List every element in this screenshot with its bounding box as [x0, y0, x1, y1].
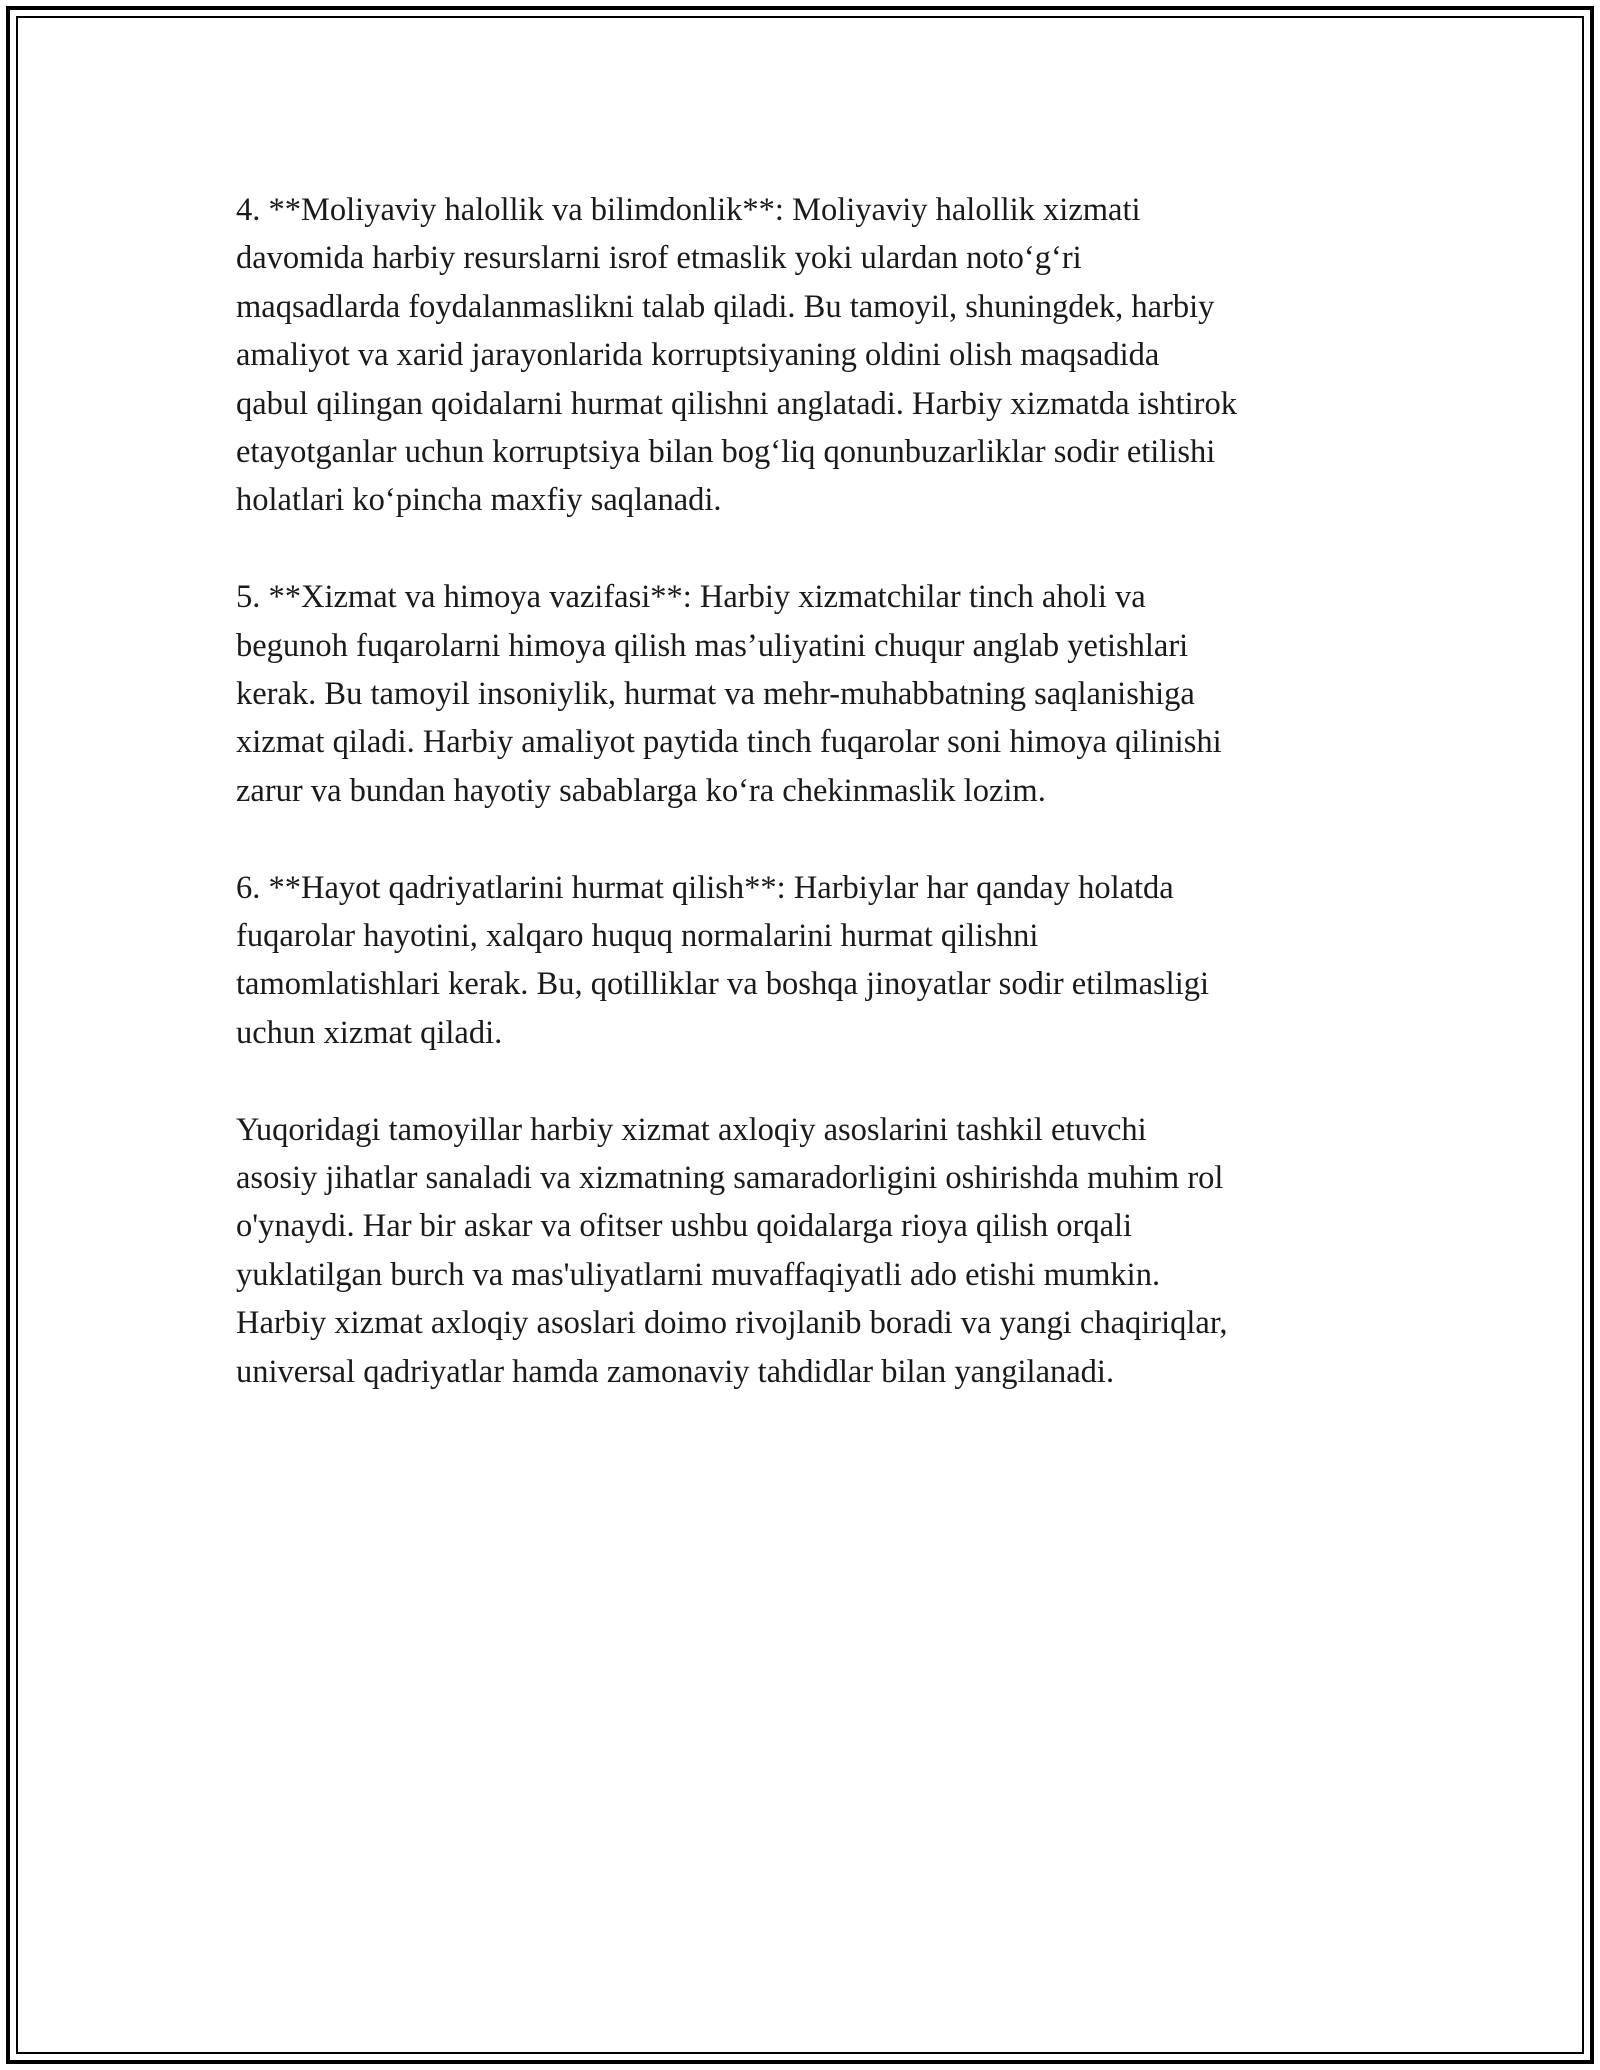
- paragraph-financial-integrity: 4. **Moliyaviy halollik va bilimdonlik**: Moliyaviy halollik xizmati davomida harbiy resurslarni isrof etmaslik yoki ulardan noto‘g‘ri maqsadlarda foydalanmaslikni talab qiladi. Bu tamoyil, shuningdek, harbiy amaliyot va xarid jarayonlarida korruptsiyaning oldini olish maqsadida qabul qilingan qoidalarni hurmat qilishni anglatadi. Harbiy xizmatda ishtirok etayotganlar uchun korruptsiya bilan bog‘liq qonunbuzarliklar sodir etilishi holatlari ko‘pincha maxfiy saqlanadi.: [236, 192, 1237, 519]
- document-body: [236, 186, 1386, 1396]
- paragraph-respect-life: 6. **Hayot qadriyatlarini hurmat qilish**: Harbiylar har qanday holatda fuqarolar hayotini, xalqaro huquq normalarini hurmat qilishni tamomlatishlari kerak. Bu, qotilliklar va boshqa jinoyatlar sodir etilmasligi uchun xizmat qiladi.: [236, 869, 1210, 1051]
- paragraph-conclusion: Yuqoridagi tamoyillar harbiy xizmat axloqiy asoslarini tashkil etuvchi asosiy jihatlar sanaladi va xizmatning samaradorligini oshirishda muhim rol o'ynaydi. Har bir askar va ofitser ushbu qoidalarga rioya qilish orqali yuklatilgan burch va mas'uliyatlarni muvaffaqiyatli ado etishi mumkin. Harbiy xizmat axloqiy asoslari doimo rivojlanib boradi va yangi chaqiriqlar, universal qadriyatlar hamda zamonaviy tahdidlar bilan yangilanadi.: [236, 1111, 1228, 1390]
- paragraph-service-protection: 5. **Xizmat va himoya vazifasi**: Harbiy xizmatchilar tinch aholi va begunoh fuqarolarni himoya qilish mas’uliyatini chuqur anglab yetishlari kerak. Bu tamoyil insoniylik, hurmat va mehr-muhabbatning saqlanishiga xizmat qiladi. Harbiy amaliyot paytida tinch fuqarolar soni himoya qilinishi zarur va bundan hayotiy sabablarga ko‘ra chekinmaslik lozim.: [236, 579, 1222, 809]
